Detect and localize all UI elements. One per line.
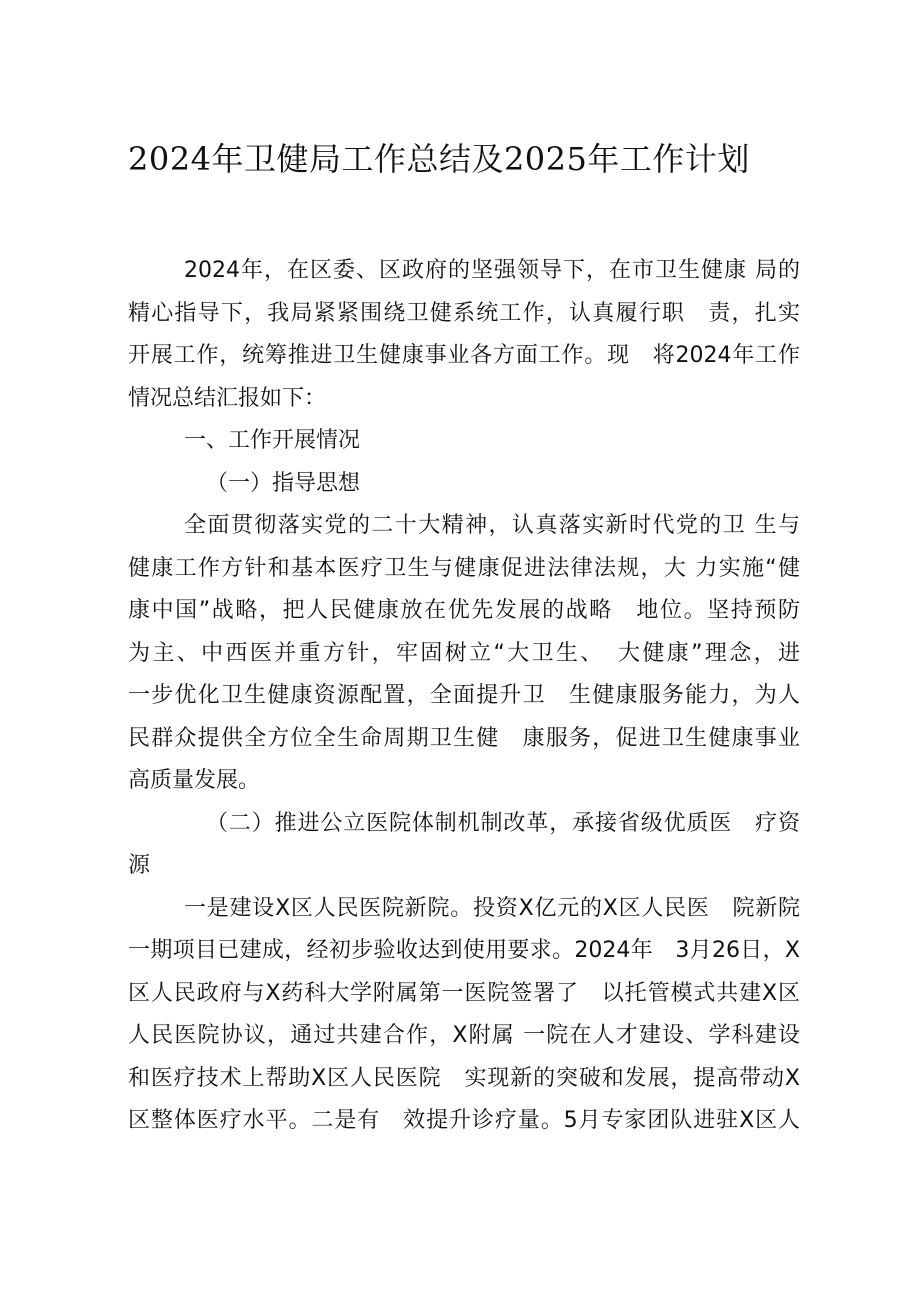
document-title: 2024年卫健局工作总结及2025年工作计划 xyxy=(128,140,750,178)
body-text-line: 民群众提供全方位全生命周期卫生健 康服务，促进卫生健康事业 xyxy=(128,725,800,751)
body-text-line: 一、工作开展情况 xyxy=(184,428,361,453)
body-text-line: 源 xyxy=(128,853,151,878)
body-text-line: 区人民政府与X药科大学附属第一医院签署了 以托管模式共建X区 xyxy=(128,980,800,1006)
body-text-line: 情况总结汇报如下： xyxy=(128,385,327,411)
body-text-line: 2024年，在区委、区政府的坚强领导下，在市卫生健康 局的 xyxy=(184,258,800,283)
document-body xyxy=(128,250,800,1143)
body-text-line: 精心指导下，我局紧紧围绕卫健系统工作，认真履行职 责，扎实 xyxy=(128,300,800,326)
body-text-line: （一）指导思想 xyxy=(206,470,361,496)
body-text-line: 区整体医疗水平。二是有 效提升诊疗量。5月专家团队进驻X区人 xyxy=(128,1108,800,1133)
body-text-line: 高质量发展。 xyxy=(128,768,261,793)
body-text-line: 人民医院协议，通过共建合作，X附属 一院在人才建设、学科建设 xyxy=(128,1023,800,1048)
body-text-line: 为主、中西医并重方针，牢固树立“大卫生、 大健康”理念，进 xyxy=(128,640,800,666)
body-text-line: 一期项目已建成，经初步验收达到使用要求。2024年 3月26日，X xyxy=(128,938,800,963)
body-text-line: 康中国”战略，把人民健康放在优先发展的战略 地位。坚持预防 xyxy=(128,598,800,623)
body-text-line: 开展工作，统筹推进卫生健康事业各方面工作。现 将2024年工作 xyxy=(128,343,800,368)
body-text-line: 和医疗技术上帮助X区人民医院 实现新的突破和发展，提高带动X xyxy=(128,1065,800,1091)
body-text-line: 一步优化卫生健康资源配置，全面提升卫 生健康服务能力，为人 xyxy=(128,683,800,708)
body-text-line: 健康工作方针和基本医疗卫生与健康促进法律法规，大 力实施“健 xyxy=(128,555,800,581)
body-text-line: （二）推进公立医院体制机制改革，承接省级优质医 疗资 xyxy=(206,810,800,836)
body-text-line: 全面贯彻落实党的二十大精神，认真落实新时代党的卫 生与 xyxy=(184,513,800,538)
body-text-line: 一是建设X区人民医院新院。投资X亿元的X区人民医 院新院 xyxy=(184,895,800,921)
